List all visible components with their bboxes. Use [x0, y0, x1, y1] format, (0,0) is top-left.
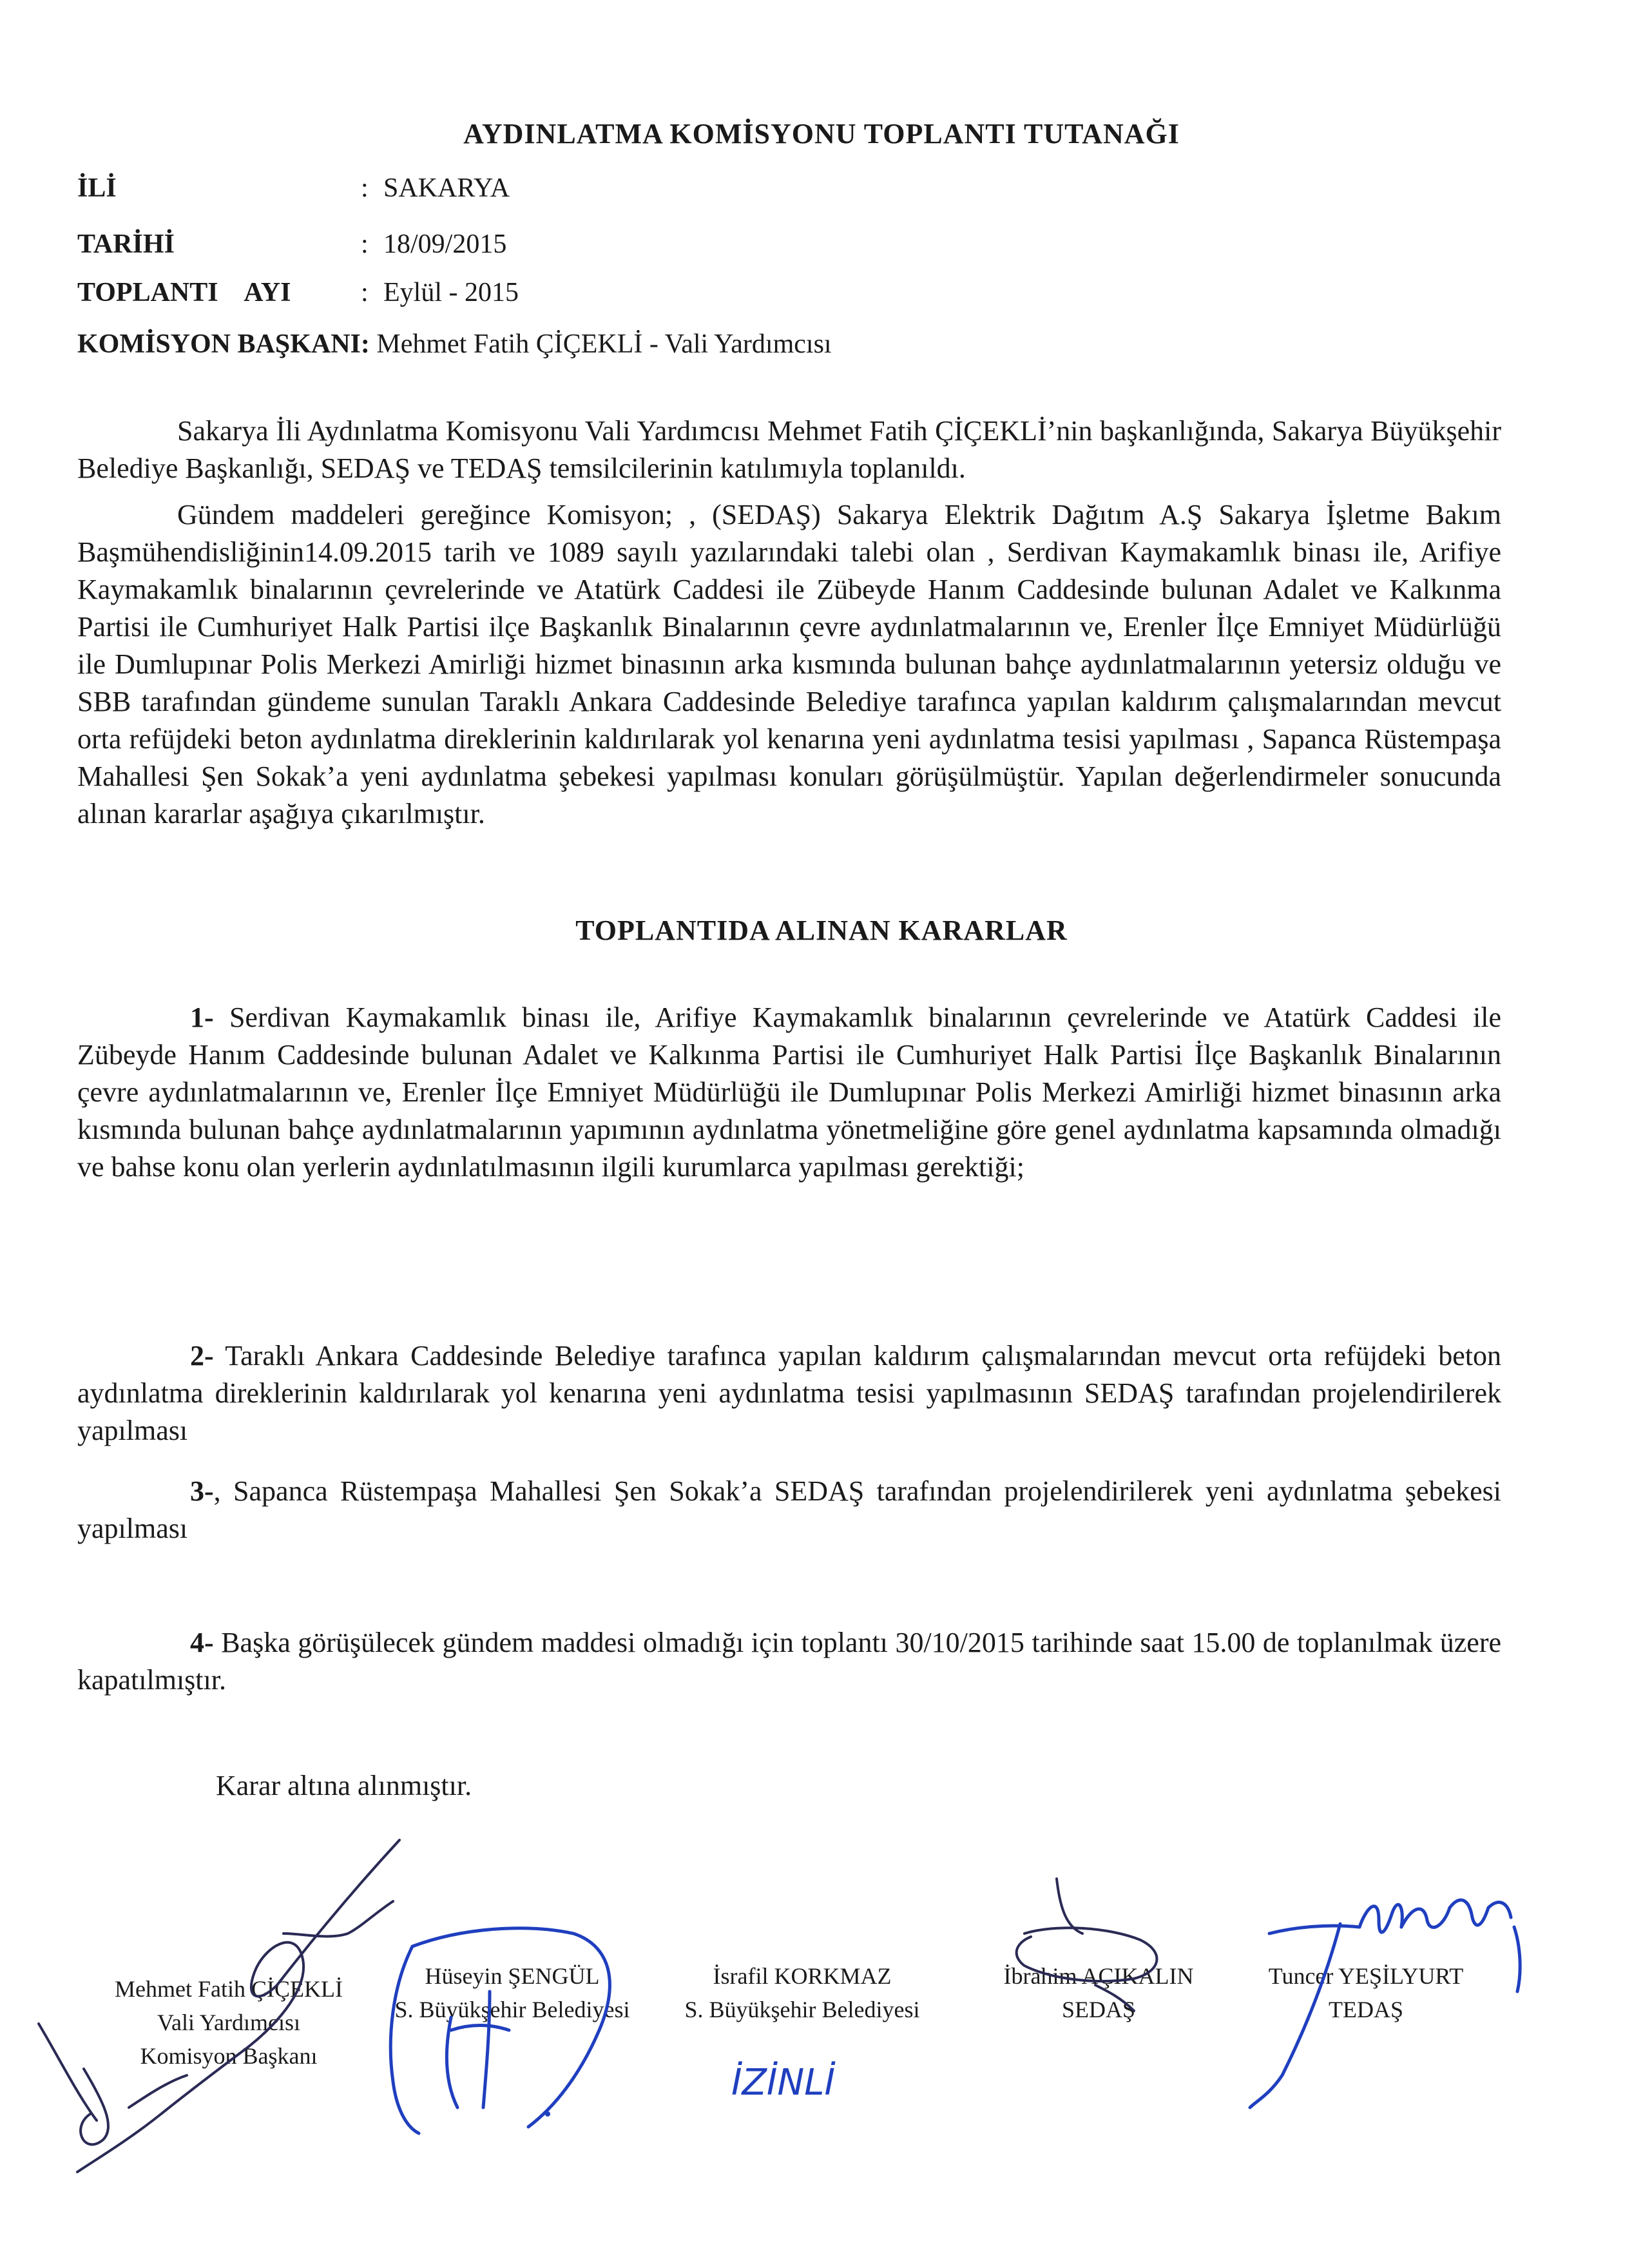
decision-item	[77, 1337, 1501, 1449]
decision-number: 4-	[190, 1627, 214, 1658]
signatory-name: Tuncer YEŞİLYURT	[1268, 1963, 1464, 1989]
decision-item	[77, 1624, 1501, 1699]
decision-text: Serdivan Kaymakamlık binası ile, Arifiye Kaymakamlık binalarının çevrelerinde ve Atatürk Caddesi ile Zübeyde Hanım Caddesinde bulunan Adalet ve Kalkınma Partisi ile Cumhuriyet Halk Partisi İlçe Başkanlık Binalarının çevre aydınlatmalarının ve, Erenler İlçe Emniyet Müdürlüğü ile Dumlupınar Polis Merkezi Amirliği hizmet binasının arka kısmında bulunan bahçe aydınlatmalarının yapımının aydınlatma yönetmeliğine göre genel aydınlatma kapsamında olmadığı ve bahse konu olan yerlerin aydınlatılmasının ilgili kurumlarca yapılması gerektiği;	[77, 1002, 1501, 1183]
signatory-name: Mehmet Fatih ÇİÇEKLİ	[115, 1976, 343, 2002]
header-colon: :	[361, 173, 369, 203]
header-label: TARİHİ	[77, 229, 175, 259]
signatory-block	[93, 1972, 364, 2073]
header-value: SAKARYA	[383, 173, 510, 203]
document-title: AYDINLATMA KOMİSYONU TOPLANTI TUTANAĞI	[463, 118, 1180, 150]
komisyon-baskani-row	[77, 329, 832, 360]
decision-text: Taraklı Ankara Caddesinde Belediye tarafınca yapılan kaldırım çalışmalarından mevcut orta refüjdeki beton aydınlatma direklerinin kaldırılarak yol kenarına yeni aydınlatma tesisi yapılmasının SEDAŞ tarafından projelendirilerek yapılması	[77, 1340, 1501, 1446]
signatory-name: İbrahim AÇIKALIN	[1003, 1963, 1194, 1989]
signatory-block	[660, 1959, 944, 2026]
signatory-name: İsrafil KORKMAZ	[713, 1963, 892, 1989]
decision-item	[77, 1473, 1501, 1547]
signatory-title: Vali Yardımcısı	[157, 2010, 300, 2035]
decision-text: , Sapanca Rüstempaşa Mahallesi Şen Sokak’a SEDAŞ tarafından projelendirilerek yeni aydınlatma şebekesi yapılması	[77, 1475, 1501, 1544]
signatory-title: TEDAŞ	[1329, 1997, 1403, 2022]
intro-paragraph: Sakarya İli Aydınlatma Komisyonu Vali Yardımcısı Mehmet Fatih ÇİÇEKLİ’nin başkanlığında, Sakarya Büyükşehir Belediye Başkanlığı, SEDAŞ ve TEDAŞ temsilcilerinin katılımıyla toplanıldı.	[77, 415, 1501, 484]
decisions-title: TOPLANTIDA ALINAN KARARLAR	[575, 915, 1068, 946]
signatory-block	[1244, 1959, 1488, 2026]
signatory-title: S. Büyükşehir Belediyesi	[684, 1997, 920, 2022]
handwritten-izinli	[731, 2062, 836, 2104]
signatory-title: SEDAŞ	[1061, 1997, 1136, 2022]
signatory-title: S. Büyükşehir Belediyesi	[394, 1997, 630, 2022]
closing-statement: Karar altına alınmıştır.	[216, 1770, 472, 1801]
signatory-block	[989, 1959, 1208, 2026]
agenda-paragraph: Gündem maddeleri gereğince Komisyon; , (SEDAŞ) Sakarya Elektrik Dağıtım A.Ş Sakarya İşletme Bakım Başmühendisliğinin14.09.2015 tarih ve 1089 sayılı yazılarındaki talebi olan , Serdivan Kaymakamlık binası ile, Arifiye Kaymakamlık binalarının çevrelerinde ve Atatürk Caddesi ile Zübeyde Hanım Caddesinde bulunan Adalet ve Kalkınma Partisi ile Cumhuriyet Halk Partisi ilçe Başkanlık Binalarının çevre aydınlatmalarının ve, Erenler İlçe Emniyet Müdürlüğü ile Dumlupınar Polis Merkezi Amirliği hizmet binasının arka kısmında bulunan bahçe aydınlatmalarının yetersiz olduğu ve SBB tarafından gündeme sunulan Taraklı Ankara Caddesinde Belediye tarafınca yapılan kaldırım çalışmalarından mevcut orta refüjdeki beton aydınlatma direklerinin kaldırılarak yol kenarına yeni aydınlatma tesisi yapılması , Sapanca Rüstempaşa Mahallesi Şen Sokak’a yeni aydınlatma şebekesi yapılması konuları görüşülmüştür. Yapılan değerlendirmeler sonucunda alınan kararlar aşağıya çıkarılmıştır.	[77, 499, 1501, 829]
signatory-block	[374, 1959, 651, 2026]
decision-number: 3-	[190, 1475, 214, 1507]
signatory-name: Hüseyin ŞENGÜL	[425, 1963, 600, 1989]
decision-item	[77, 999, 1501, 1186]
header-value: Eylül - 2015	[383, 278, 519, 307]
komisyon-value: Mehmet Fatih ÇİÇEKLİ - Vali Yardımcısı	[376, 329, 832, 359]
header-label: TOPLANTI AYI	[77, 278, 291, 307]
header-colon: :	[361, 278, 369, 307]
signatory-role: Komisyon Başkanı	[140, 2043, 318, 2069]
izinli-text: İZİNLİ	[731, 2062, 835, 2104]
header-colon: :	[361, 229, 369, 259]
decision-number: 1-	[190, 1002, 214, 1033]
header-label: İLİ	[77, 173, 117, 203]
komisyon-label: KOMİSYON BAŞKANI:	[77, 329, 370, 359]
decision-text: Başka görüşülecek gündem maddesi olmadığı için toplantı 30/10/2015 tarihinde saat 15.00 de toplanılmak üzere kapatılmıştır.	[77, 1627, 1501, 1696]
decision-number: 2-	[190, 1340, 214, 1371]
header-value: 18/09/2015	[383, 229, 507, 259]
